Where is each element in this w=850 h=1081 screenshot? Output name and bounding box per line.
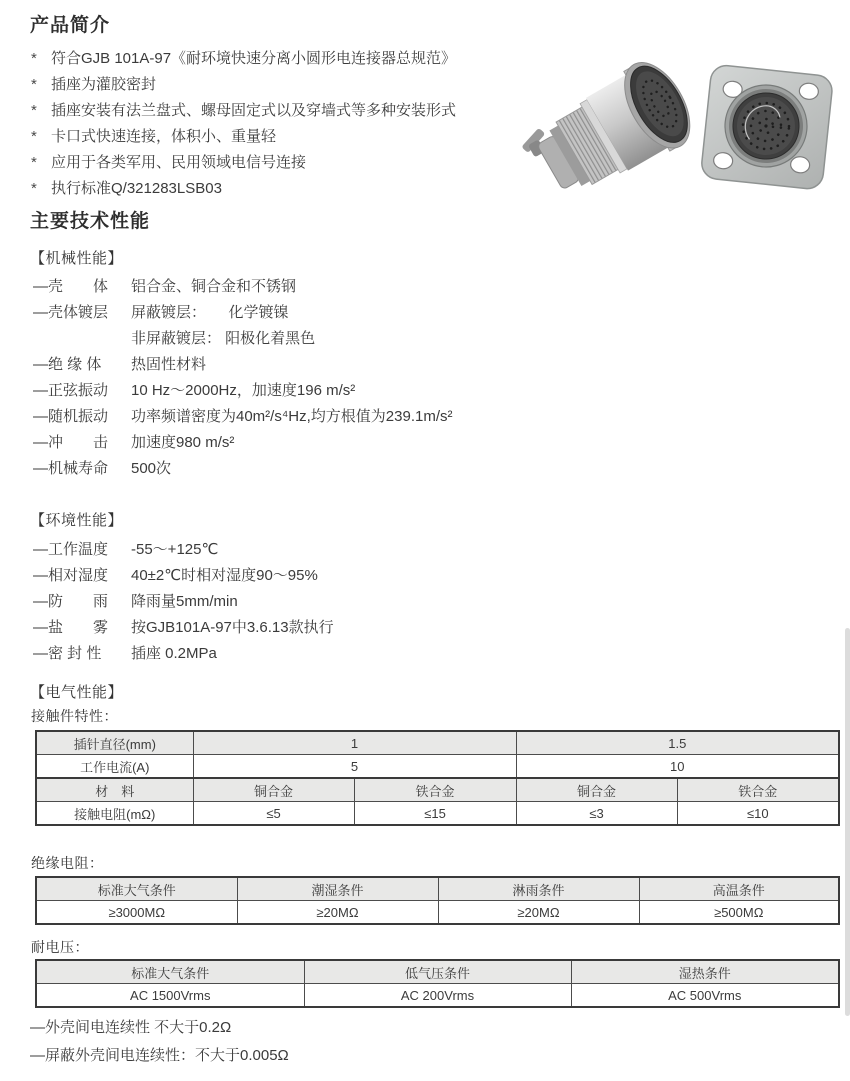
table-cell: AC 500Vrms	[571, 984, 839, 1008]
spec-row	[33, 274, 452, 300]
column-header-cell: 湿热条件	[571, 960, 839, 984]
spec-row	[33, 404, 452, 430]
spec-label: —相对湿度	[33, 567, 109, 584]
table-row	[36, 802, 839, 826]
column-header-cell: 低气压条件	[304, 960, 571, 984]
spec-row	[33, 456, 452, 482]
spec-value: 功率频谱密度为40m²/s⁴Hz,均方根值为239.1m/s²	[131, 408, 453, 425]
bullet-item	[31, 176, 456, 202]
table-cell: ≤3	[516, 802, 677, 826]
spec-value: 屏蔽镀层： 化学镀镍	[131, 304, 289, 321]
table-cell: ≥3000MΩ	[36, 901, 237, 925]
intro-title: 产品简介	[30, 15, 111, 36]
column-header-cell: 潮湿条件	[237, 877, 438, 901]
spec-label: —壳体镀层	[33, 304, 109, 321]
asterisk-icon: *	[31, 154, 37, 171]
spec-value: -55～+125℃	[131, 541, 219, 558]
withstand-voltage-table	[35, 959, 840, 1008]
table-cell: ≥20MΩ	[438, 901, 639, 925]
table-row	[36, 901, 839, 925]
table-cell: 铜合金	[193, 778, 354, 802]
row-header-cell: 接触电阻(mΩ)	[36, 802, 193, 826]
bullet-text: 符合GJB 101A-97《耐环境快速分离小圆形电连接器总规范》	[51, 50, 457, 67]
spec-label: —工作温度	[33, 541, 109, 558]
insulation-resistance-table	[35, 876, 840, 925]
spec-label: —随机振动	[33, 408, 109, 425]
bullet-item	[31, 46, 456, 72]
spec-row	[33, 641, 334, 667]
spec-value: 非屏蔽镀层： 阳极化着黑色	[131, 330, 316, 347]
note-line: —外壳间电连续性 不大于0.2Ω	[30, 1019, 232, 1036]
bullet-text: 执行标准Q/321283LSB03	[51, 180, 222, 197]
tech-title: 主要技术性能	[30, 211, 151, 232]
mechanical-spec-list	[33, 274, 452, 482]
spec-label	[33, 326, 131, 352]
bullet-text: 卡口式快速连接，体积小、重量轻	[51, 128, 277, 145]
spec-label: —壳 体	[33, 278, 109, 295]
environmental-spec-list	[33, 537, 334, 667]
bullet-text: 应用于各类军用、民用领域电信号连接	[51, 154, 307, 171]
continuity-notes	[30, 1014, 289, 1070]
table-cell: 5	[193, 755, 516, 779]
spec-row	[33, 352, 452, 378]
spec-row	[33, 326, 452, 352]
table-cell: ≤10	[677, 802, 839, 826]
spec-label: —正弦振动	[33, 382, 109, 399]
spec-value: 铝合金、铜合金和不锈钢	[131, 278, 297, 295]
electrical-heading: 【电气性能】	[30, 684, 124, 701]
table-row	[36, 778, 839, 802]
asterisk-icon: *	[31, 102, 37, 119]
mechanical-heading: 【机械性能】	[30, 250, 124, 267]
table-header-row	[36, 960, 839, 984]
plug-connector-photo	[516, 54, 703, 202]
asterisk-icon: *	[31, 128, 37, 145]
environmental-heading: 【环境性能】	[30, 512, 124, 529]
table-cell: AC 1500Vrms	[36, 984, 304, 1008]
table-header-row	[36, 877, 839, 901]
receptacle-connector-photo	[700, 64, 833, 190]
spec-row	[33, 589, 334, 615]
bullet-text: 插座安装有法兰盘式、螺母固定式以及穿墙式等多种安装形式	[51, 102, 457, 119]
intro-bullet-list	[31, 46, 456, 202]
spec-label: —绝 缘 体	[33, 356, 102, 373]
product-photos	[516, 54, 846, 202]
bullet-item	[31, 72, 456, 98]
asterisk-icon: *	[31, 180, 37, 197]
column-header-cell: 淋雨条件	[438, 877, 639, 901]
table-cell: 铜合金	[516, 778, 677, 802]
table-cell: ≥500MΩ	[639, 901, 839, 925]
table-cell: 10	[516, 755, 839, 779]
spec-row	[33, 300, 452, 326]
voltage-table-caption: 耐电压：	[31, 939, 89, 955]
bullet-item	[31, 150, 456, 176]
spec-label: —盐 雾	[33, 619, 109, 636]
spec-label: —密 封 性	[33, 645, 102, 662]
bullet-item	[31, 124, 456, 150]
spec-value: 500次	[131, 460, 172, 477]
row-header-cell: 插针直径(mm)	[36, 731, 193, 755]
spec-value: 加速度980 m/s²	[131, 434, 235, 451]
asterisk-icon: *	[31, 50, 37, 67]
spec-row	[33, 430, 452, 456]
spec-value: 按GJB101A-97中3.6.13款执行	[131, 619, 334, 636]
note-line: —屏蔽外壳间电连续性：不大于0.005Ω	[30, 1047, 289, 1064]
column-header-cell: 标准大气条件	[36, 877, 237, 901]
bullet-item	[31, 98, 456, 124]
table-cell: 铁合金	[677, 778, 839, 802]
spec-value: 40±2℃时相对湿度90～95%	[131, 567, 318, 584]
table-cell: 1	[193, 731, 516, 755]
table-row	[36, 755, 839, 779]
spec-value: 插座 0.2MPa	[131, 645, 217, 662]
table-cell: ≥20MΩ	[237, 901, 438, 925]
contact-table-caption: 接触件特性：	[31, 708, 118, 724]
row-header-cell: 工作电流(A)	[36, 755, 193, 779]
row-header-cell: 材 料	[36, 778, 193, 802]
column-header-cell: 标准大气条件	[36, 960, 304, 984]
contact-characteristics-table	[35, 730, 840, 826]
spec-value: 10 Hz～2000Hz，加速度196 m/s²	[131, 382, 356, 399]
table-cell: ≤15	[354, 802, 516, 826]
spec-label: —机械寿命	[33, 460, 109, 477]
spec-value: 降雨量5mm/min	[131, 593, 238, 610]
bullet-text: 插座为灌胶密封	[51, 76, 157, 93]
table-row	[36, 731, 839, 755]
table-cell: 铁合金	[354, 778, 516, 802]
column-header-cell: 高温条件	[639, 877, 839, 901]
spec-row	[33, 615, 334, 641]
table-cell: 1.5	[516, 731, 839, 755]
asterisk-icon: *	[31, 76, 37, 93]
table-cell: AC 200Vrms	[304, 984, 571, 1008]
spec-label: —冲 击	[33, 434, 109, 451]
table-row	[36, 984, 839, 1008]
table-cell: ≤5	[193, 802, 354, 826]
spec-label: —防 雨	[33, 593, 109, 610]
insulation-table-caption: 绝缘电阻：	[31, 855, 104, 871]
spec-value: 热固性材料	[131, 356, 207, 373]
scrollbar-thumb[interactable]	[845, 628, 850, 1016]
spec-row	[33, 537, 334, 563]
spec-row	[33, 378, 452, 404]
spec-row	[33, 563, 334, 589]
